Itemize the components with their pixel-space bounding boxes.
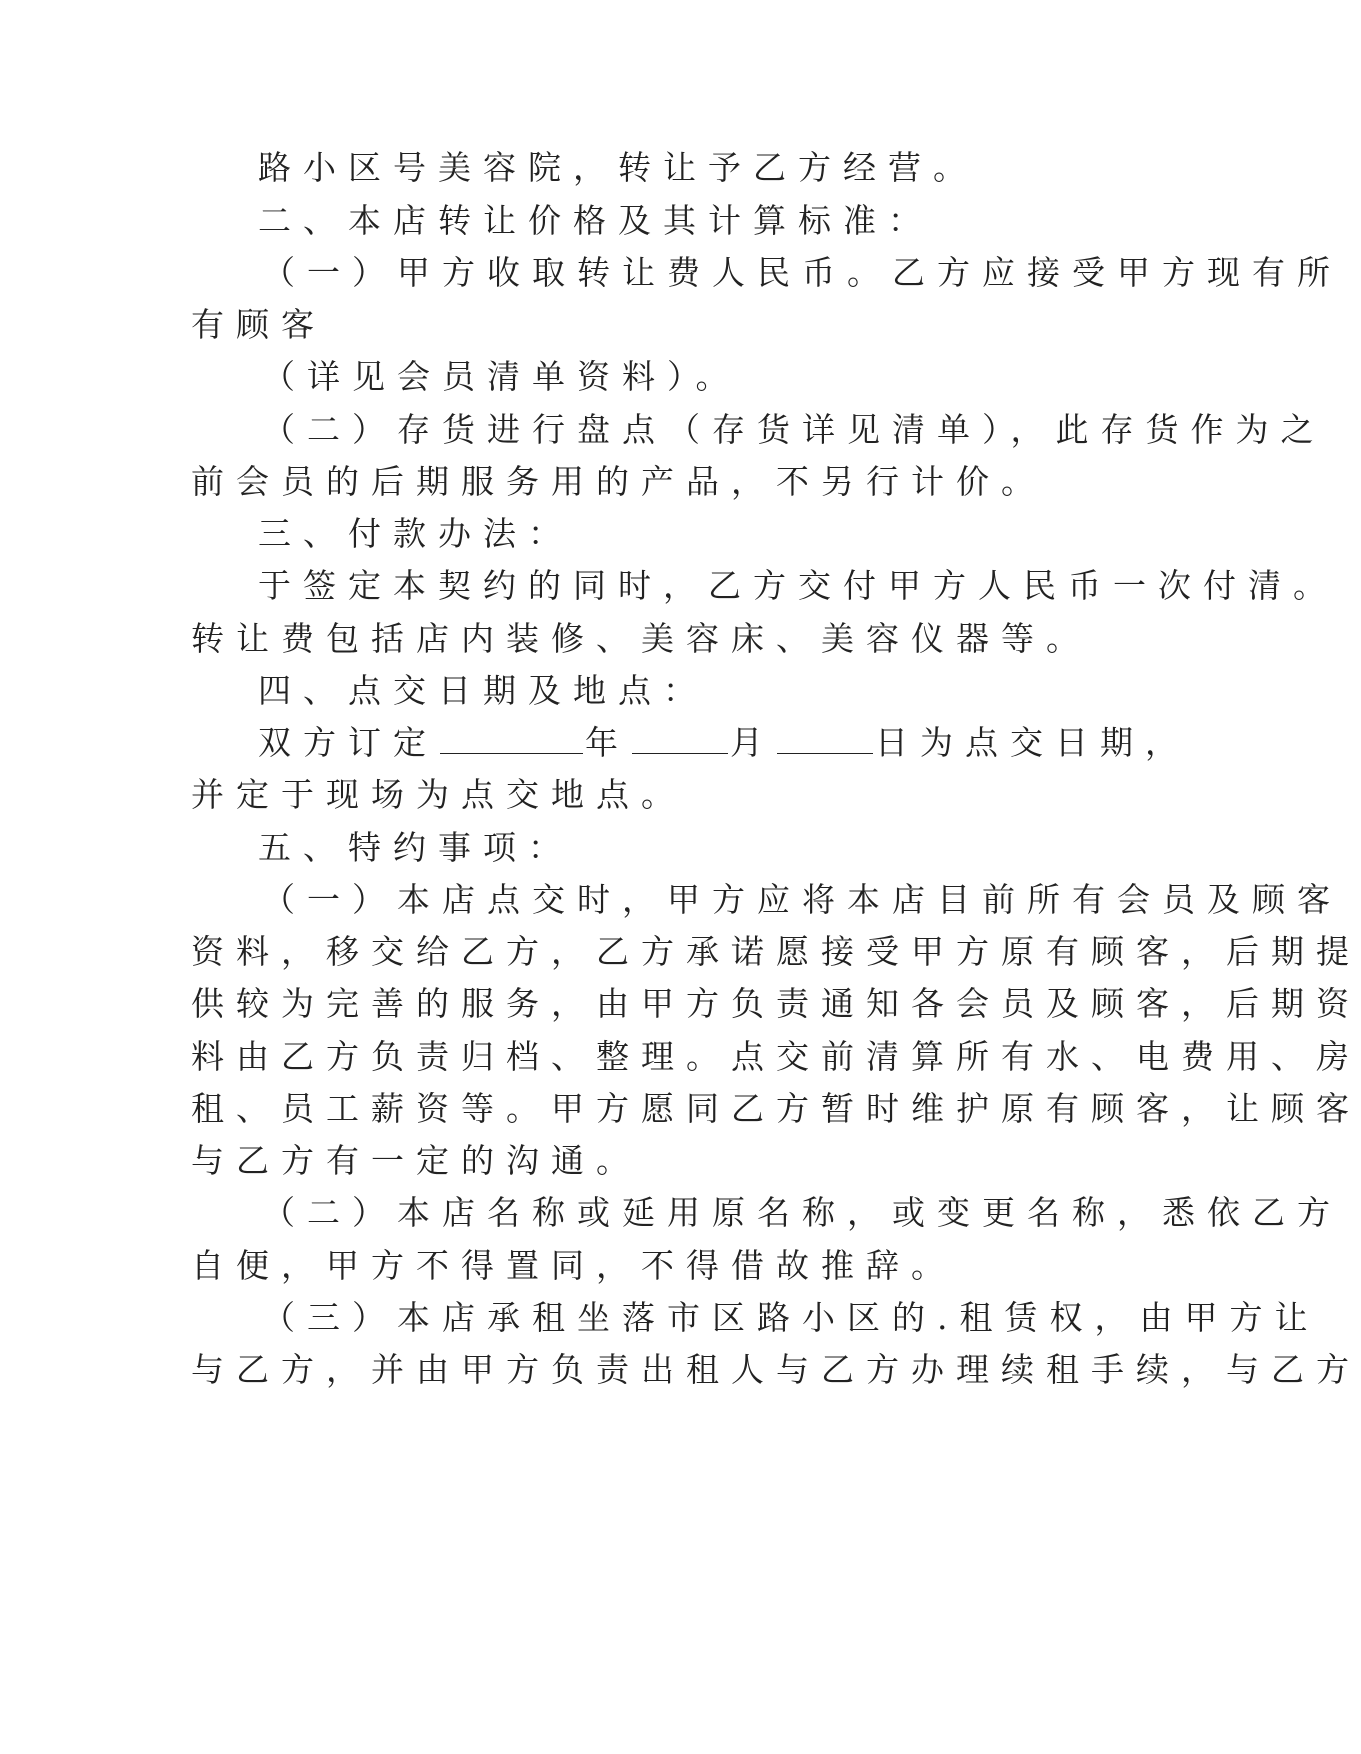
text-line: 与乙方有一定的沟通。 <box>191 1141 641 1180</box>
text-line: 于签定本契约的同时，乙方交付甲方人民币一次付清。 <box>258 566 1338 605</box>
text-line: （一）本店点交时，甲方应将本店目前所有会员及顾客 <box>262 880 1342 919</box>
section-heading: 四、点交日期及地点： <box>258 671 708 710</box>
section-heading: 二、本店转让价格及其计算标准： <box>258 201 933 240</box>
day-blank <box>777 723 873 754</box>
text-line: （详见会员清单资料）。 <box>262 357 741 396</box>
text-line: （二）本店名称或延用原名称，或变更名称，悉依乙方 <box>262 1193 1342 1232</box>
text-line: 自便，甲方不得置同，不得借故推辞。 <box>191 1246 956 1285</box>
text-line: 前会员的后期服务用的产品，不另行计价。 <box>191 462 1046 501</box>
text-line: 路小区号美容院，转让予乙方经营。 <box>258 148 978 187</box>
text-line: 有顾客 <box>191 305 326 344</box>
text-line: 并定于现场为点交地点。 <box>191 775 686 814</box>
text-line: 供较为完善的服务，由甲方负责通知各会员及顾客，后期资 <box>191 984 1361 1023</box>
text-line: （三）本店承租坐落市区路小区的.租赁权，由甲方让 <box>262 1298 1320 1337</box>
text-line: （一）甲方收取转让费人民币。乙方应接受甲方现有所 <box>262 253 1342 292</box>
year-blank <box>440 723 583 754</box>
date-prefix: 双方订定 <box>258 723 438 762</box>
text-line: 租、员工薪资等。甲方愿同乙方暂时维护原有顾客，让顾客 <box>191 1089 1361 1128</box>
section-heading: 三、付款办法： <box>258 514 573 553</box>
text-line: （二）存货进行盘点（存货详见清单），此存货作为之 <box>262 410 1326 449</box>
date-line <box>258 723 1190 763</box>
section-heading: 五、特约事项： <box>258 828 573 867</box>
text-line: 资料，移交给乙方，乙方承诺愿接受甲方原有顾客，后期提 <box>191 932 1361 971</box>
month-label: 月 <box>730 723 775 762</box>
day-label: 日为点交日期， <box>875 723 1190 762</box>
month-blank <box>632 723 728 754</box>
text-line: 与乙方，并由甲方负责出租人与乙方办理续租手续，与乙方 <box>191 1350 1361 1389</box>
text-line: 料由乙方负责归档、整理。点交前清算所有水、电费用、房 <box>191 1037 1361 1076</box>
year-label: 年 <box>585 723 630 762</box>
text-line: 转让费包括店内装修、美容床、美容仪器等。 <box>191 619 1091 658</box>
